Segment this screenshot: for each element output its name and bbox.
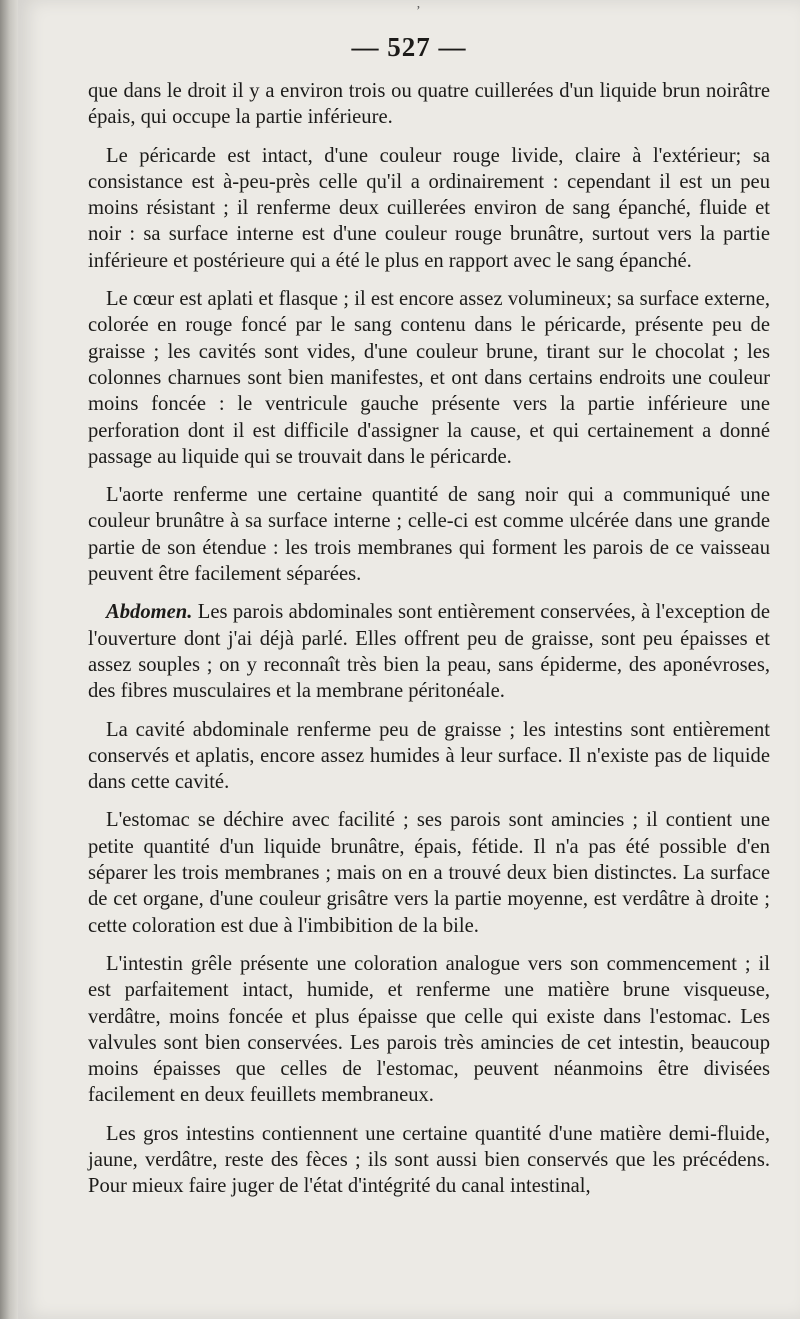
page-body bbox=[88, 78, 770, 1200]
section-heading-abdomen: Abdomen. bbox=[106, 601, 193, 624]
book-page bbox=[18, 0, 800, 1319]
page-binding-edge bbox=[0, 0, 18, 1319]
paragraph-continuation: que dans le droit il y a environ trois ou quatre cuillerées d'un liquide brun noirâtre épais, qui occupe la partie inférieure. bbox=[88, 80, 770, 129]
paragraph-intestin-grele: L'intestin grêle présente une coloration analogue vers son commencement ; il est parfaitement intact, humide, et renferme une matière brune visqueuse, verdâtre, moins foncée et plus épaisse que celle qui existe dans l'estomac. Les valvules sont bien conservées. Les parois très amincies de cet intestin, beaucoup moins épaisses que celles de l'estomac, peuvent néanmoins être divisées facilement en deux feuillets membraneux. bbox=[88, 952, 770, 1107]
page-number: — 527 — bbox=[351, 32, 467, 62]
paragraph-estomac: L'estomac se déchire avec facilité ; ses parois sont amincies ; il contient une petite quantité d'un liquide brunâtre, épais, fétide. Il n'a pas été possible d'en séparer les trois membranes ; mais on en a trouvé deux bien distinctes. La surface de cet organe, d'une couleur grisâtre vers la partie moyenne, est verdâtre à droite ; cette coloration est due à l'imbibition de la bile. bbox=[88, 809, 770, 937]
stray-mark: ʼ bbox=[416, 4, 421, 19]
paragraph-pericarde: Le péricarde est intact, d'une couleur rouge livide, claire à l'extérieur; sa consistance est à-peu-près celle qu'il a ordinairement : cependant il est un peu moins résistant ; il renferme deux cuillerées environ de sang épanché, fluide et noir : sa surface interne est d'une couleur rouge brunâtre, surtout vers la partie inférieure et postérieure qui a été le plus en rapport avec le sang épanché. bbox=[88, 144, 770, 272]
paragraph-abdomen bbox=[88, 599, 770, 704]
paragraph-gros-intestins: Les gros intestins contiennent une certaine quantité d'une matière demi-fluide, jaune, verdâtre, reste des fèces ; ils sont aussi bien conservés que les précédens. Pour mieux faire juger de l'état d'intégrité du canal intestinal, bbox=[88, 1122, 770, 1198]
paragraph-coeur: Le cœur est aplati et flasque ; il est encore assez volumineux; sa surface externe, colorée en rouge foncé par le sang contenu dans le péricarde, présente peu de graisse ; les cavités sont vides, d'une couleur brune, tirant sur le chocolat ; les colonnes charnues sont bien manifestes, et ont dans certains endroits une couleur moins foncée : le ventricule gauche présente vers la partie inférieure une perforation dont il est difficile d'assigner la cause, et qui certainement a donné passage au liquide qui se trouvait dans le péricarde. bbox=[88, 288, 770, 468]
paragraph-abdomen-text: Les parois abdominales sont entièrement conservées, à l'exception de l'ouverture dont j'ai déjà parlé. Elles offrent peu de graisse, sont peu épaisses et assez souples ; on y reconnaît très bien la peau, sans épiderme, des aponévroses, des fibres musculaires et la membrane péritonéale. bbox=[88, 601, 770, 703]
paragraph-cavite-abdominale: La cavité abdominale renferme peu de graisse ; les intestins sont entièrement conservés et aplatis, encore assez humides à leur surface. Il n'existe pas de liquide dans cette cavité. bbox=[88, 718, 770, 794]
paragraph-aorte: L'aorte renferme une certaine quantité de sang noir qui a communiqué une couleur brunâtre à sa surface interne ; celle-ci est comme ulcérée dans une grande partie de son étendue : les trois membranes qui forment les parois de ce vaisseau peuvent être facilement séparées. bbox=[88, 484, 770, 586]
